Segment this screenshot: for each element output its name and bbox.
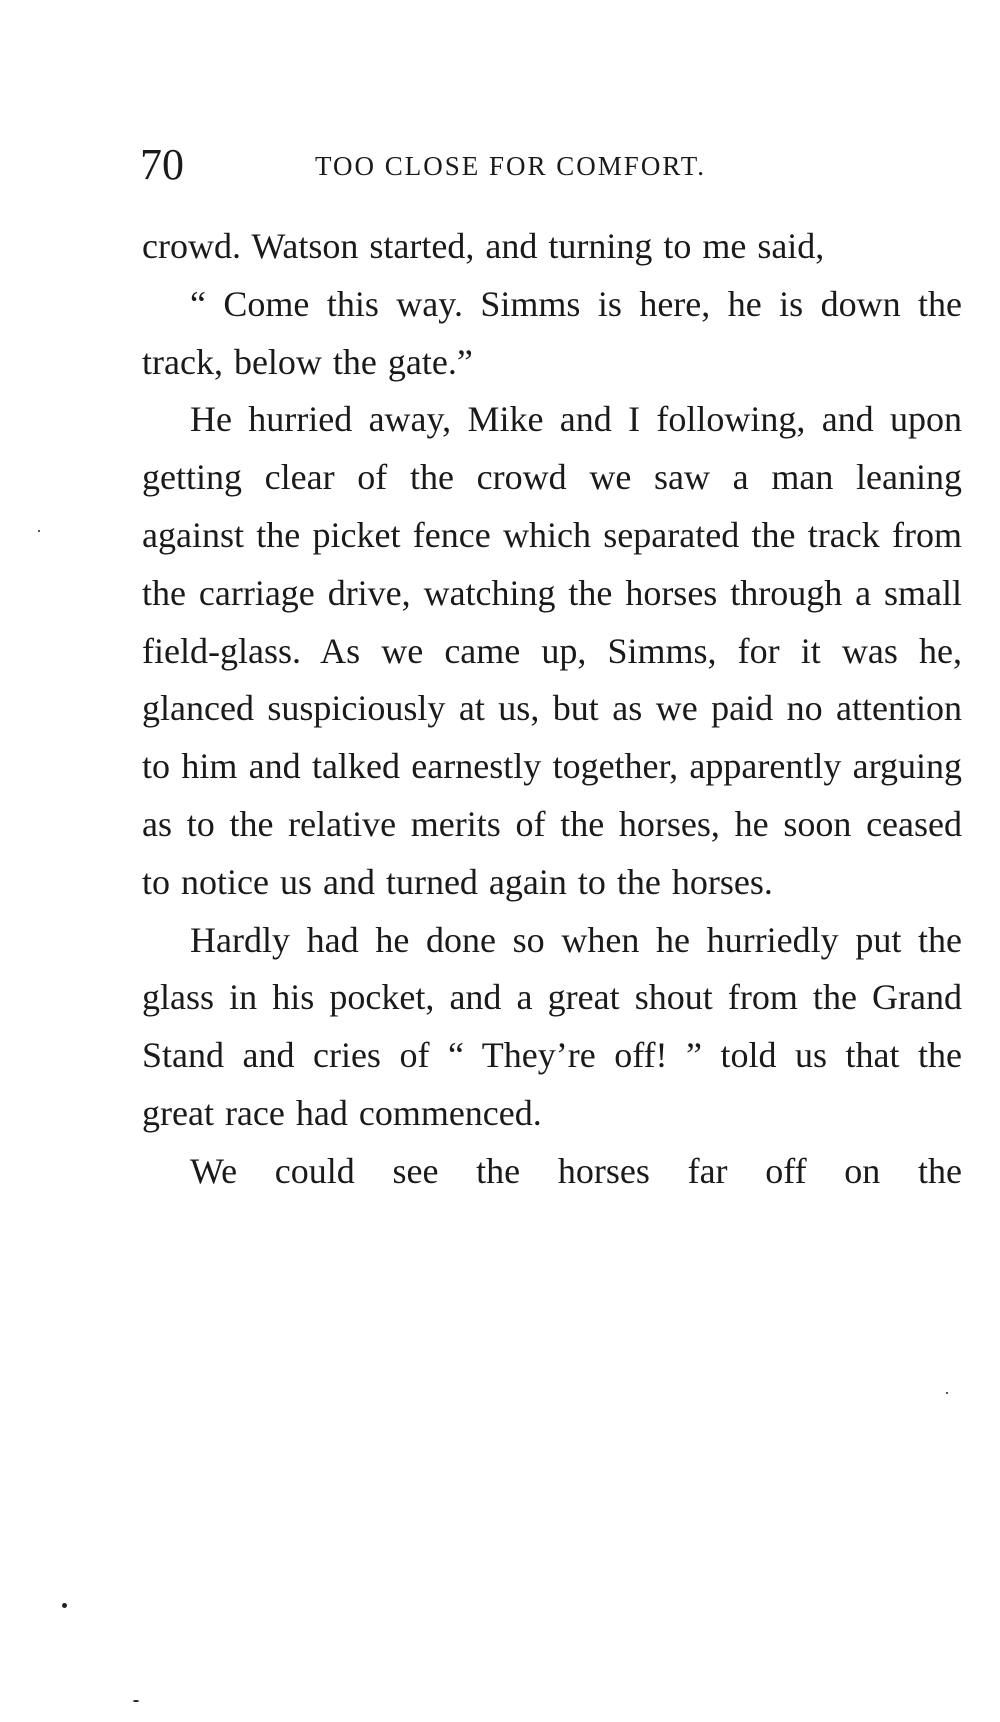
print-speck — [38, 530, 40, 532]
print-speck — [133, 1700, 139, 1702]
page-number: 70 — [140, 140, 184, 189]
paragraph-5: We could see the horses far off on the — [190, 1150, 962, 1191]
body-text — [142, 218, 962, 1201]
print-speck — [946, 1392, 948, 1394]
paragraph-4: Hardly had he done so when he hurriedly put the glass in his pocket, and a great shout from the Grand Stand and cries of “ They’re off! ” told us that the great race had commenced. — [142, 919, 962, 1133]
running-head — [140, 140, 960, 190]
paragraph-2: “ Come this way. Simms is here, he is down the track, below the gate.” — [142, 283, 962, 382]
print-speck — [62, 1603, 67, 1608]
running-title: TOO CLOSE FOR COMFORT. — [315, 151, 706, 181]
paragraph-3: He hurried away, Mike and I following, and upon getting clear of the crowd we saw a man leaning against the picket fence which separated the track from the carriage drive, watching the horses through a small field-glass. As we came up, Simms, for it was he, glanced suspiciously at us, but as we paid no attention to him and talked earnestly together, apparently arguing as to the relative merits of the horses, he soon ceased to notice us and turned again to the horses. — [142, 399, 962, 902]
paragraph-1: crowd. Watson started, and turning to me said, — [142, 226, 825, 266]
